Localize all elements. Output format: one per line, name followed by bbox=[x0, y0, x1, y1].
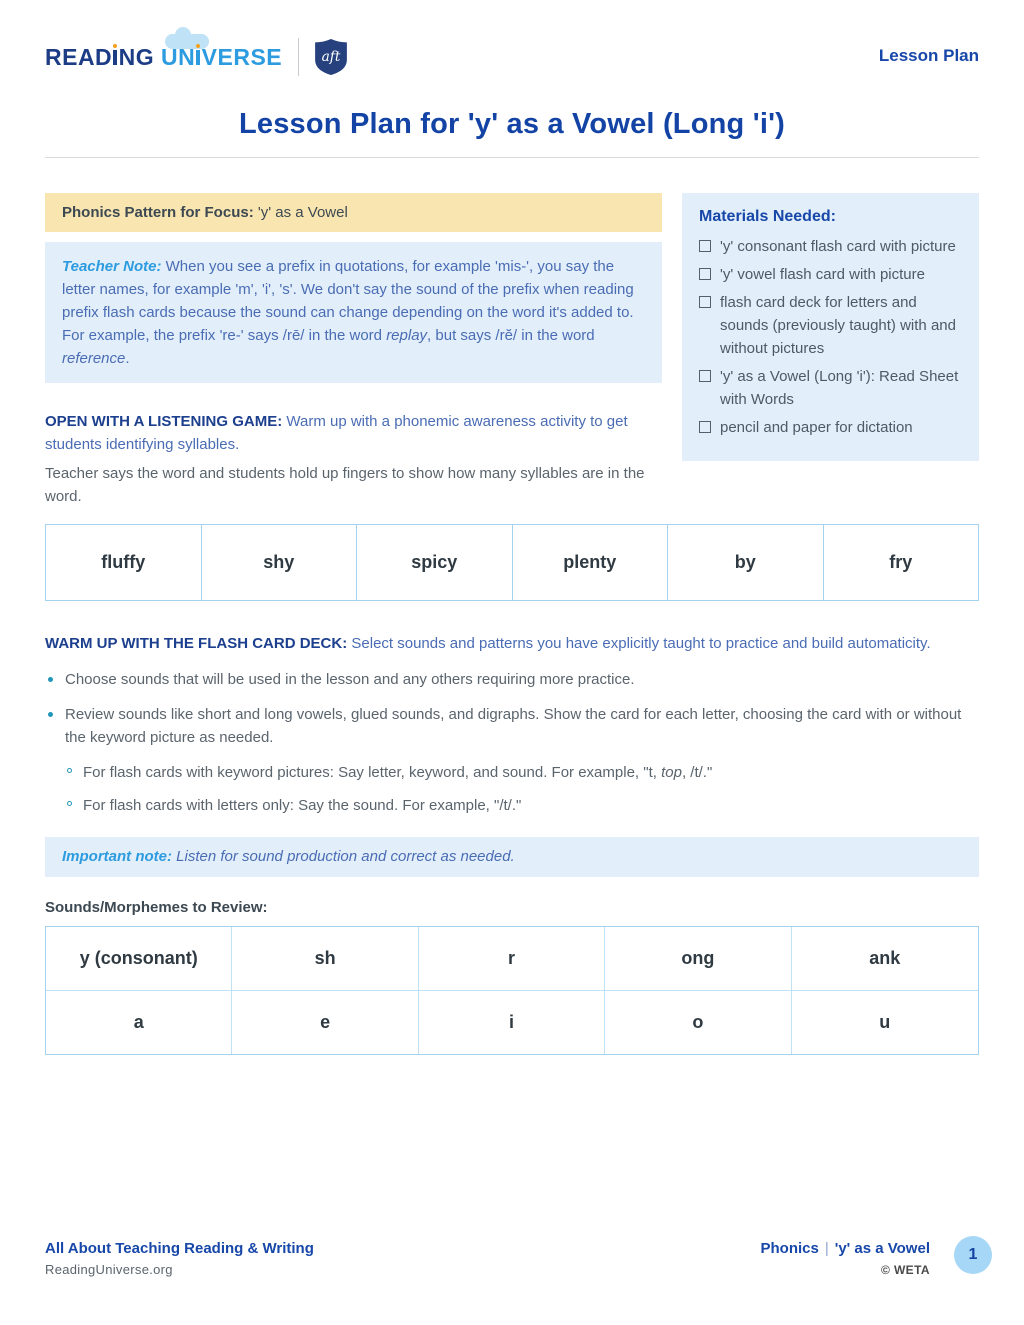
sounds-cell: e bbox=[232, 991, 418, 1054]
sub-bullet-text: For flash cards with keyword pictures: Say letter, keyword, and sound. For example, "t, top, /t/." bbox=[83, 764, 713, 781]
teacher-note-italic-word: replay bbox=[386, 327, 428, 344]
word-cell: fry bbox=[889, 552, 913, 572]
material-item-label: flash card deck for letters and sounds (previously taught) with and without pictures bbox=[720, 294, 956, 357]
circle-bullet-icon bbox=[67, 768, 72, 773]
bullet-item bbox=[45, 668, 979, 691]
checkbox-icon bbox=[699, 240, 711, 252]
teacher-note-text: , but says /rĕ/ in the word bbox=[427, 327, 595, 344]
syllable-word-table bbox=[45, 524, 979, 601]
logo-letter-i-icon bbox=[195, 43, 201, 66]
bullet-item bbox=[45, 703, 979, 749]
important-note-label: Important note: bbox=[62, 848, 172, 865]
footer-url-link[interactable]: ReadingUniverse.org bbox=[45, 1262, 173, 1277]
material-item-label: 'y' consonant flash card with picture bbox=[720, 238, 956, 255]
flash-card-warmup-section bbox=[45, 632, 979, 817]
listening-game-body: Teacher says the word and students hold up fingers to show how many syllables are in the word. bbox=[45, 465, 645, 505]
warmup-heading: WARM UP WITH THE FLASH CARD DECK: bbox=[45, 635, 348, 652]
bullet-text: Choose sounds that will be used in the lesson and any others requiring more practice. bbox=[65, 671, 635, 688]
page-header bbox=[0, 0, 1024, 76]
focus-label: Phonics Pattern for Focus: bbox=[62, 204, 254, 221]
material-item bbox=[699, 365, 962, 411]
logo-divider bbox=[298, 38, 299, 76]
sub-bullet-item bbox=[65, 761, 979, 784]
material-item bbox=[699, 291, 962, 360]
sounds-cell: r bbox=[419, 927, 605, 991]
important-note-box bbox=[45, 837, 979, 877]
material-item bbox=[699, 263, 962, 286]
sounds-cell: y (consonant) bbox=[46, 927, 232, 991]
footer-category: Phonics bbox=[760, 1240, 819, 1257]
material-item bbox=[699, 235, 962, 258]
bullet-dot-icon bbox=[48, 712, 53, 717]
warmup-bullet-list bbox=[45, 668, 979, 817]
footer-topic-line bbox=[760, 1240, 930, 1257]
title-divider bbox=[45, 157, 979, 158]
left-column bbox=[45, 193, 662, 508]
warmup-lead: Select sounds and patterns you have explicitly taught to practice and build automaticity. bbox=[347, 635, 931, 652]
listening-game-lead: Warm up with a phonemic awareness activity to get students identifying syllables. bbox=[45, 413, 628, 453]
phonics-focus-banner bbox=[45, 193, 662, 232]
focus-value: 'y' as a Vowel bbox=[253, 204, 348, 221]
sub-bullet-text: For flash cards with letters only: Say the sound. For example, "/t/." bbox=[83, 797, 522, 814]
important-note-text: Listen for sound production and correct as needed. bbox=[172, 848, 515, 865]
right-column bbox=[682, 193, 979, 461]
checkbox-icon bbox=[699, 370, 711, 382]
logo-letter-i-icon bbox=[112, 43, 118, 66]
page-title: Lesson Plan for 'y' as a Vowel (Long 'i') bbox=[238, 108, 786, 140]
listening-game-section bbox=[45, 410, 662, 508]
circle-bullet-icon bbox=[67, 801, 72, 806]
footer-topic: 'y' as a Vowel bbox=[834, 1240, 930, 1257]
reading-universe-logo bbox=[45, 38, 347, 76]
warmup-intro bbox=[45, 632, 979, 655]
teacher-note-box bbox=[45, 242, 662, 383]
doc-type-label: Lesson Plan bbox=[878, 46, 979, 65]
word-cell: by bbox=[668, 525, 824, 600]
sounds-cell: sh bbox=[232, 927, 418, 991]
footer-left bbox=[45, 1240, 314, 1277]
sounds-cell: ank bbox=[792, 927, 978, 991]
logo-word-universe: UN VERSE bbox=[161, 44, 283, 71]
bullet-text: Review sounds like short and long vowels, glued sounds, and digraphs. Show the card for each letter, choosing the card with or without the keyword picture as needed. bbox=[65, 706, 962, 746]
materials-needed-box bbox=[682, 193, 979, 461]
sounds-cell: ong bbox=[605, 927, 791, 991]
sounds-cell: o bbox=[605, 991, 791, 1054]
footer-divider: | bbox=[824, 1240, 829, 1257]
checkbox-icon bbox=[699, 268, 711, 280]
checkbox-icon bbox=[699, 296, 711, 308]
material-item-label: pencil and paper for dictation bbox=[720, 419, 913, 436]
material-item bbox=[699, 416, 962, 439]
aft-shield-icon bbox=[315, 39, 347, 75]
logo-wordmark bbox=[45, 43, 282, 72]
footer-tagline: All About Teaching Reading & Writing bbox=[45, 1240, 314, 1257]
sounds-cell: u bbox=[879, 1012, 891, 1032]
page-number-badge: 1 bbox=[954, 1236, 992, 1274]
word-cell: fluffy bbox=[46, 525, 202, 600]
content-columns bbox=[45, 193, 979, 508]
sounds-cell: a bbox=[46, 991, 232, 1054]
checkbox-icon bbox=[699, 421, 711, 433]
footer-right bbox=[760, 1240, 930, 1277]
teacher-note-text: . bbox=[125, 350, 130, 367]
listening-game-heading: OPEN WITH A LISTENING GAME: bbox=[45, 413, 283, 430]
sub-bullet-item bbox=[65, 794, 979, 817]
word-cell: spicy bbox=[357, 525, 513, 600]
material-item-label: 'y' vowel flash card with picture bbox=[720, 266, 925, 283]
sounds-cell: i bbox=[419, 991, 605, 1054]
listening-game-intro bbox=[45, 410, 662, 456]
word-cell: plenty bbox=[513, 525, 669, 600]
sounds-review-table bbox=[45, 926, 979, 1055]
teacher-note-text: When you see a prefix in quotations, for example 'mis-', you say the letter names, for example 'm', 'i', 's'. We don't say the sound of the prefix when reading prefix flash cards because the sound can change depending on the word it's added to. For example, the prefix 're-' says /rē/ in the word bbox=[62, 258, 634, 344]
aft-shield-text: aft bbox=[321, 49, 341, 66]
teacher-note-label: Teacher Note: bbox=[62, 258, 162, 275]
warmup-sub-bullet-list bbox=[65, 761, 979, 817]
word-cell: shy bbox=[202, 525, 358, 600]
teacher-note-italic-word: reference bbox=[62, 350, 126, 367]
logo-word-reading: READ NG bbox=[45, 44, 155, 71]
sounds-review-heading: Sounds/Morphemes to Review: bbox=[45, 899, 268, 916]
bullet-dot-icon bbox=[48, 677, 53, 682]
materials-heading: Materials Needed: bbox=[699, 208, 836, 225]
footer-copyright: © WETA bbox=[880, 1263, 930, 1277]
material-item-label: 'y' as a Vowel (Long 'i'): Read Sheet with Words bbox=[720, 368, 959, 408]
